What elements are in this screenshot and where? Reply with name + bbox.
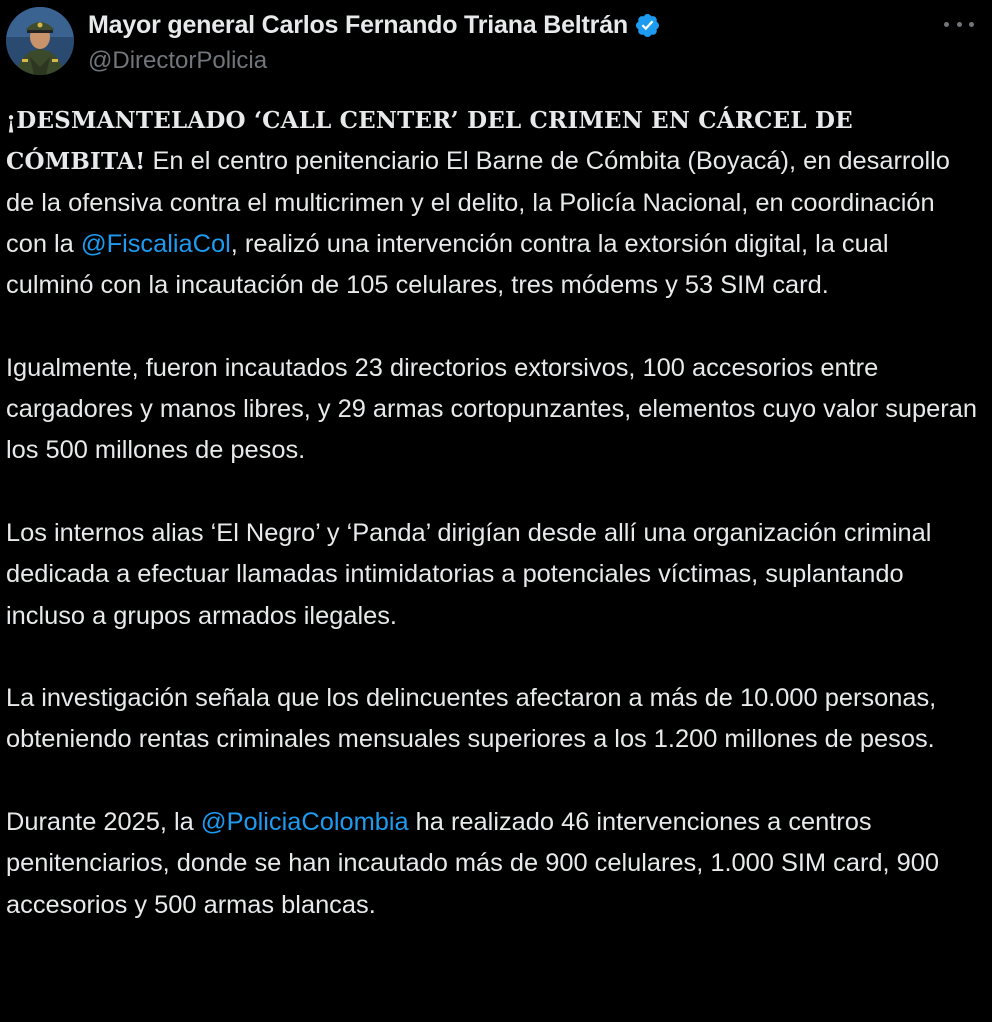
tweet-paragraph-5 bbox=[6, 802, 978, 926]
tweet-headline: ¡DESMANTELADO ‘CALL CENTER’ DEL CRIMEN EN CÁRCEL DE CÓMBITA! bbox=[6, 107, 853, 176]
mention-link-policiacolombia[interactable]: @PoliciaColombia bbox=[200, 808, 409, 837]
avatar[interactable] bbox=[6, 7, 74, 75]
tweet-text bbox=[6, 100, 978, 926]
avatar-image bbox=[6, 7, 74, 75]
tweet-text-segment: En el centro penitenciario El Barne de Cómbita (Boyacá), en desarrollo de la ofensiva contra el multicrimen y el delito, la Policía Nacional, en coordinación con la bbox=[6, 147, 950, 258]
tweet-paragraph-4: La investigación señala que los delincuentes afectaron a más de 10.000 personas, obteniendo rentas criminales mensuales superiores a los 1.200 millones de pesos. bbox=[6, 684, 937, 754]
tweet-paragraph-3: Los internos alias ‘El Negro’ y ‘Panda’ dirigían desde allí una organización criminal dedicada a efectuar llamadas intimidatorias a potenciales víctimas, suplantando incluso a grupos armados ilegales. bbox=[6, 518, 932, 630]
author-display-name[interactable]: Mayor general Carlos Fernando Triana Beltrán bbox=[88, 10, 628, 39]
mention-link-fiscaliacol[interactable]: @FiscaliaCol bbox=[80, 229, 231, 258]
name-row bbox=[88, 9, 922, 41]
author-block bbox=[88, 9, 922, 75]
more-horizontal-icon bbox=[957, 22, 962, 27]
more-horizontal-icon bbox=[969, 22, 974, 27]
verified-badge-icon bbox=[634, 12, 661, 39]
tweet-paragraph-2: Igualmente, fueron incautados 23 directorios extorsivos, 100 accesorios entre cargadores y manos libres, y 29 armas cortopunzantes, elementos cuyo valor superan los 500 millones de pesos. bbox=[6, 353, 977, 465]
tweet-text-segment: Durante 2025, la bbox=[6, 808, 201, 837]
author-handle[interactable]: @DirectorPolicia bbox=[88, 47, 268, 74]
tweet-text-segment: ha realizado 46 intervenciones a centros penitenciarios, donde se han incautado más de 900 celulares, 1.000 SIM card, 900 accesorios y 500 armas blancas. bbox=[6, 808, 940, 919]
tweet-paragraph-1 bbox=[6, 100, 978, 306]
more-horizontal-icon bbox=[944, 22, 949, 27]
tweet-text-segment: , realizó una intervención contra la extorsión digital, la cual culminó con la incautación de 105 celulares, tres módems y 53 SIM card. bbox=[6, 229, 889, 300]
more-options-button[interactable] bbox=[944, 14, 974, 34]
